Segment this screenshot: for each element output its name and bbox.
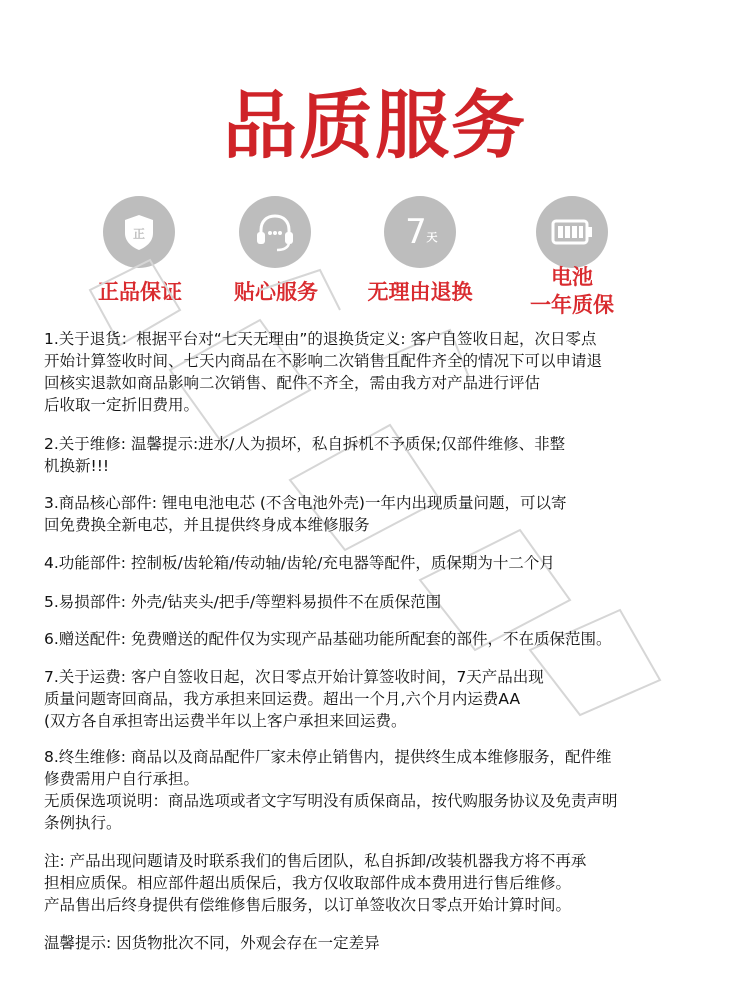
policy-functional-parts [44, 552, 724, 574]
shield-icon-text: 正 [132, 227, 146, 241]
policy-lifetime-repair-line: 8.终生维修: 商品以及商品配件厂家未停止销售内，提供终生成本维修服务，配件维 [44, 748, 612, 766]
badge-label-service: 贴心服务 [234, 280, 318, 304]
badge-label-battery [512, 263, 632, 319]
policy-note-line: 产品售出后终身提供有偿维修售后服务，以订单签收次日零点开始计算时间。 [44, 896, 572, 914]
badge-label-genuine: 正品保证 [98, 280, 182, 304]
policy-wear-parts [44, 591, 724, 613]
policy-shipping-line: (双方各自承担寄出运费半年以上客户承担来回运费。 [44, 712, 407, 730]
shield-badge [103, 196, 175, 268]
policy-functional-parts-line: 4.功能部件: 控制板/齿轮箱/传动轴/齿轮/充电器等配件，质保期为十二个月 [44, 554, 555, 572]
policy-gift-parts [44, 628, 724, 650]
policy-note-line: 注: 产品出现问题请及时联系我们的售后团队，私自拆卸/改装机器我方将不再承 [44, 852, 587, 870]
policy-tip-line: 温馨提示: 因货物批次不同，外观会存在一定差异 [44, 934, 380, 952]
policy-tip [44, 932, 724, 954]
seven-days-number: 7 [405, 212, 427, 252]
headset-icon [239, 196, 311, 268]
policy-note [44, 850, 724, 916]
policy-returns-line: 1.关于退货：根据平台对“七天无理由”的退换货定义: 客户自签收日起，次日零点 [44, 330, 597, 348]
policy-shipping-line: 7.关于运费: 客户自签收日起，次日零点开始计算签收时间，7天产品出现 [44, 668, 544, 686]
policy-repair-line: 机换新!!! [44, 457, 110, 475]
policy-wear-parts-line: 5.易损部件: 外壳/钻夹头/把手/等塑料易损件不在质保范围 [44, 593, 442, 611]
headset-badge [239, 196, 311, 268]
policy-gift-parts-line: 6.赠送配件: 免费赠送的配件仅为实现产品基础功能所配套的部件，不在质保范围。 [44, 630, 612, 648]
policy-core-parts [44, 492, 724, 536]
policy-note-line: 担相应质保。相应部件超出质保后，我方仅收取部件成本费用进行售后维修。 [44, 874, 572, 892]
policy-returns-line: 开始计算签收时间、七天内商品在不影响二次销售且配件齐全的情况下可以申请退 [44, 352, 603, 370]
policy-core-parts-line: 3.商品核心部件: 锂电电池电芯 (不含电池外壳)一年内出现质量问题，可以寄 [44, 494, 567, 512]
battery-badge [536, 196, 608, 268]
policy-lifetime-repair-line: 无质保选项说明：商品选项或者文字写明没有质保商品，按代购服务协议及免责声明 [44, 792, 618, 810]
policy-returns-line: 后收取一定折旧费用。 [44, 396, 200, 414]
policy-lifetime-repair [44, 746, 724, 834]
policy-returns [44, 328, 724, 416]
shield-icon [103, 196, 175, 268]
policy-returns-line: 回核实退款如商品影响二次销售、配件不齐全，需由我方对产品进行评估 [44, 374, 541, 392]
policy-repair [44, 433, 724, 477]
policy-core-parts-line: 回免费换全新电芯，并且提供终身成本维修服务 [44, 516, 370, 534]
policy-shipping [44, 666, 724, 732]
seven-days-unit: 天 [426, 231, 438, 244]
policy-lifetime-repair-line: 条例执行。 [44, 814, 122, 832]
page-title: 品质服务 [223, 83, 527, 169]
battery-icon [536, 196, 608, 268]
policy-lifetime-repair-line: 修费需用户自行承担。 [44, 770, 200, 788]
badge-label-battery-line2: 一年质保 [530, 293, 614, 317]
seven-days-badge [384, 196, 456, 268]
seven-days-icon [384, 196, 456, 268]
policy-shipping-line: 质量问题寄回商品，我方承担来回运费。超出一个月,六个月内运费AA [44, 690, 521, 708]
badge-label-battery-line1: 电池 [551, 265, 593, 289]
policy-repair-line: 2.关于维修: 温馨提示:进水/人为损坏，私自拆机不予质保;仅部件维修、非整 [44, 435, 566, 453]
badge-label-return: 无理由退换 [367, 280, 473, 304]
